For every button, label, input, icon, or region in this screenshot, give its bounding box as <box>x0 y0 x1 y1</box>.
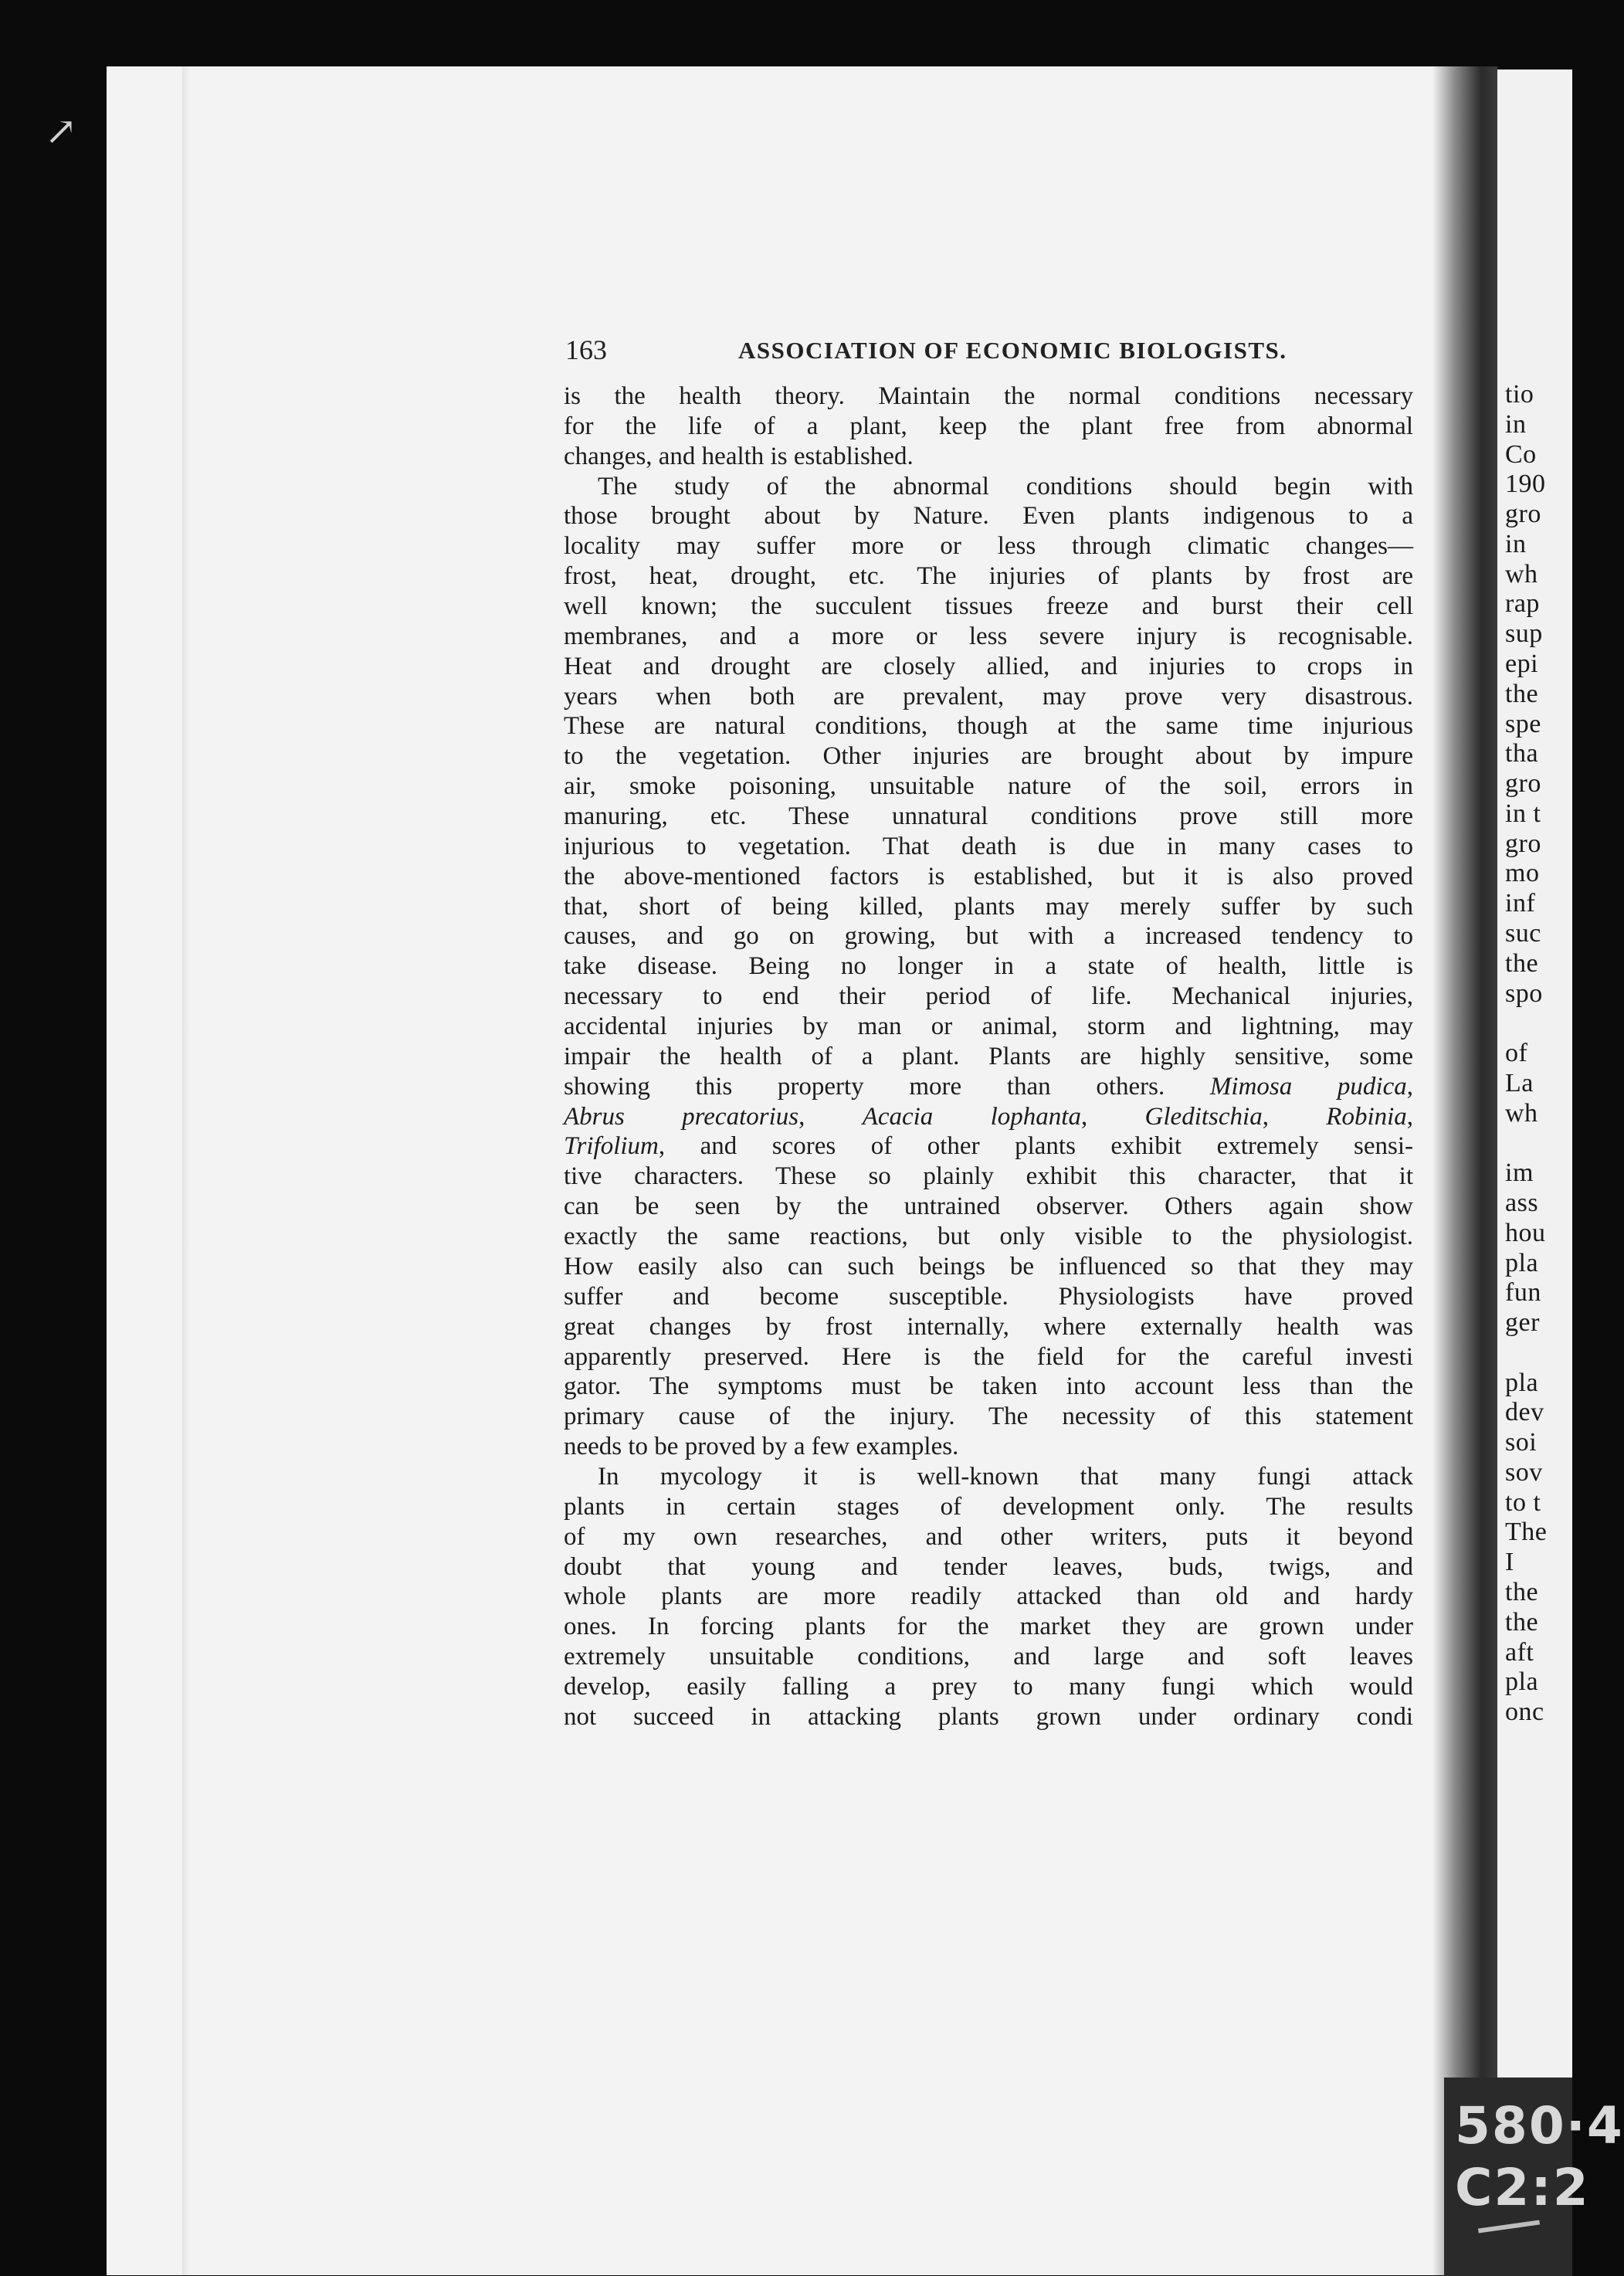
next-page-text-fragment: mo <box>1505 859 1540 888</box>
text-line: apparently preserved. Here is the field for the careful investi <box>564 1342 1413 1371</box>
text-line: tive characters. These so plainly exhibit this character, that it <box>564 1162 1413 1191</box>
text-line: to the vegetation. Other injuries are brought about by impure <box>564 742 1413 771</box>
next-page-text-fragment: im <box>1505 1158 1534 1188</box>
next-page-text-fragment: hou <box>1505 1218 1546 1247</box>
next-page-text-fragment: I <box>1505 1548 1514 1577</box>
text-line: gator. The symptoms must be taken into account less than the <box>564 1372 1413 1401</box>
text-line: causes, and go on growing, but with a increased tendency to <box>564 922 1413 951</box>
running-header <box>565 334 1415 374</box>
page-shadow <box>182 66 190 2275</box>
next-page-text-fragment: gro <box>1505 769 1541 799</box>
next-page-text-fragment: spo <box>1505 979 1543 1008</box>
next-page-text-fragment: La <box>1505 1068 1534 1097</box>
next-page-text-fragment: in <box>1505 529 1527 558</box>
text-line: In mycology it is well-known that many fungi attack <box>598 1462 1413 1491</box>
text-line: How easily also can such beings be influenced so that they may <box>564 1252 1413 1280</box>
text-line: manuring, etc. These unnatural conditions prove still more <box>564 802 1413 831</box>
next-page-text-fragment: sov <box>1505 1457 1543 1487</box>
body-text <box>564 382 1413 1732</box>
text-line: extremely unsuitable conditions, and large and soft leaves <box>564 1643 1413 1671</box>
call-number-sticker <box>1444 2078 1624 2276</box>
page-number: 163 <box>565 334 607 365</box>
next-page-text-fragment: tha <box>1505 739 1539 768</box>
text-line: showing this property more than others. Mimosa pudica, <box>564 1072 1413 1101</box>
next-page-text-fragment: to t <box>1505 1487 1541 1517</box>
next-page-text-fragment: gro <box>1505 829 1541 858</box>
next-page-text-fragment: pla <box>1505 1667 1539 1697</box>
next-page-text-fragment: pla <box>1505 1368 1539 1397</box>
next-page-text-fragment: tio <box>1505 380 1534 409</box>
next-page-text-fragment: of <box>1505 1039 1528 1068</box>
call-number-line-2: C2:2 <box>1455 2158 1590 2217</box>
next-page-text-fragment: suc <box>1505 918 1541 948</box>
text-line: years when both are prevalent, may prove very disastrous. <box>564 682 1413 711</box>
next-page-text-fragment: aft <box>1505 1637 1534 1667</box>
text-line: exactly the same reactions, but only visible to the physiologist. <box>564 1223 1413 1251</box>
next-page-text-fragment: the <box>1505 679 1539 708</box>
text-line: accidental injuries by man or animal, storm and lightning, may <box>564 1012 1413 1041</box>
next-page-text-fragment: The <box>1505 1518 1548 1547</box>
text-line: injurious to vegetation. That death is due in many cases to <box>564 832 1413 860</box>
text-line: Heat and drought are closely allied, and injuries to crops in <box>564 652 1413 680</box>
next-page-text-fragment: spe <box>1505 709 1541 738</box>
next-page-text-fragment: fun <box>1505 1278 1541 1308</box>
next-page-text-fragment: soi <box>1505 1428 1538 1457</box>
next-page-text-fragment: rap <box>1505 589 1540 619</box>
margin-arrow-mark: ↗ <box>45 110 77 153</box>
next-page-text-fragment: pla <box>1505 1248 1539 1277</box>
text-line: membranes, and a more or less severe injury is recognisable. <box>564 622 1413 650</box>
next-page-text-fragment: epi <box>1505 649 1539 678</box>
next-page-text-fragment: dev <box>1505 1398 1544 1427</box>
text-line: air, smoke poisoning, unsuitable nature of the soil, errors in <box>564 772 1413 801</box>
text-line: necessary to end their period of life. Mechanical injuries, <box>564 982 1413 1011</box>
next-page-fragment <box>1497 70 1572 2276</box>
text-line: take disease. Being no longer in a state of health, little is <box>564 952 1413 981</box>
sticker-mark <box>1478 2220 1540 2233</box>
text-line: Abrus precatorius, Acacia lophanta, Gleditschia, Robinia, <box>564 1102 1414 1131</box>
next-page-text-fragment: sup <box>1505 619 1543 649</box>
text-line: The study of the abnormal conditions should begin with <box>598 472 1413 500</box>
next-page-text-fragment: the <box>1505 1578 1539 1607</box>
next-page-text-fragment: Co <box>1505 439 1537 469</box>
text-line: the above-mentioned factors is established, but it is also proved <box>564 862 1413 890</box>
book-gutter <box>1432 66 1497 2275</box>
next-page-text-fragment: wh <box>1505 559 1538 589</box>
next-page-text-fragment: ass <box>1505 1188 1539 1217</box>
text-line: for the life of a plant, keep the plant free from abnormal <box>564 412 1413 440</box>
next-page-text-fragment: the <box>1505 948 1539 978</box>
text-line: impair the health of a plant. Plants are highly sensitive, some <box>564 1042 1413 1070</box>
text-line: frost, heat, drought, etc. The injuries of plants by frost are <box>564 562 1413 591</box>
text-line: doubt that young and tender leaves, buds, twigs, and <box>564 1552 1413 1581</box>
text-line: Trifolium, and scores of other plants exhibit extremely sensi- <box>564 1132 1413 1161</box>
text-line: not succeed in attacking plants grown under ordinary condi <box>564 1702 1413 1731</box>
text-line: develop, easily falling a prey to many fungi which would <box>564 1672 1413 1701</box>
text-line: primary cause of the injury. The necessity of this statement <box>564 1403 1413 1431</box>
call-number-line-1: 580·4 <box>1455 2096 1624 2156</box>
text-line: is the health theory. Maintain the normal conditions necessary <box>564 382 1413 410</box>
text-line: of my own researches, and other writers, puts it beyond <box>564 1522 1413 1551</box>
next-page-text-fragment: wh <box>1505 1098 1538 1128</box>
next-page-text-fragment: inf <box>1505 889 1536 918</box>
next-page-text-fragment: in <box>1505 409 1527 439</box>
next-page-text-fragment: onc <box>1505 1698 1544 1727</box>
text-line: changes, and health is established. <box>564 442 914 470</box>
next-page-text-fragment: ger <box>1505 1308 1540 1338</box>
text-line: needs to be proved by a few examples. <box>564 1433 959 1461</box>
text-line: suffer and become susceptible. Physiologists have proved <box>564 1282 1413 1311</box>
text-line: well known; the succulent tissues freeze and burst their cell <box>564 592 1413 621</box>
text-line: ones. In forcing plants for the market they are grown under <box>564 1613 1413 1641</box>
running-title: ASSOCIATION OF ECONOMIC BIOLOGISTS. <box>738 337 1287 364</box>
text-line: whole plants are more readily attacked than old and hardy <box>564 1582 1413 1611</box>
next-page-text-fragment: gro <box>1505 500 1541 529</box>
next-page-text-fragment: the <box>1505 1607 1539 1637</box>
text-line: that, short of being killed, plants may merely suffer by such <box>564 892 1413 921</box>
next-page-text-fragment: in t <box>1505 799 1541 828</box>
text-line: locality may suffer more or less through climatic changes— <box>564 532 1413 561</box>
text-line: These are natural conditions, though at the same time injurious <box>564 712 1413 741</box>
text-line: can be seen by the untrained observer. Others again show <box>564 1192 1413 1221</box>
text-line: those brought about by Nature. Even plants indigenous to a <box>564 502 1413 531</box>
next-page-text-fragment: 190 <box>1505 470 1546 499</box>
text-line: great changes by frost internally, where externally health was <box>564 1312 1413 1341</box>
text-line: plants in certain stages of development only. The results <box>564 1492 1413 1521</box>
